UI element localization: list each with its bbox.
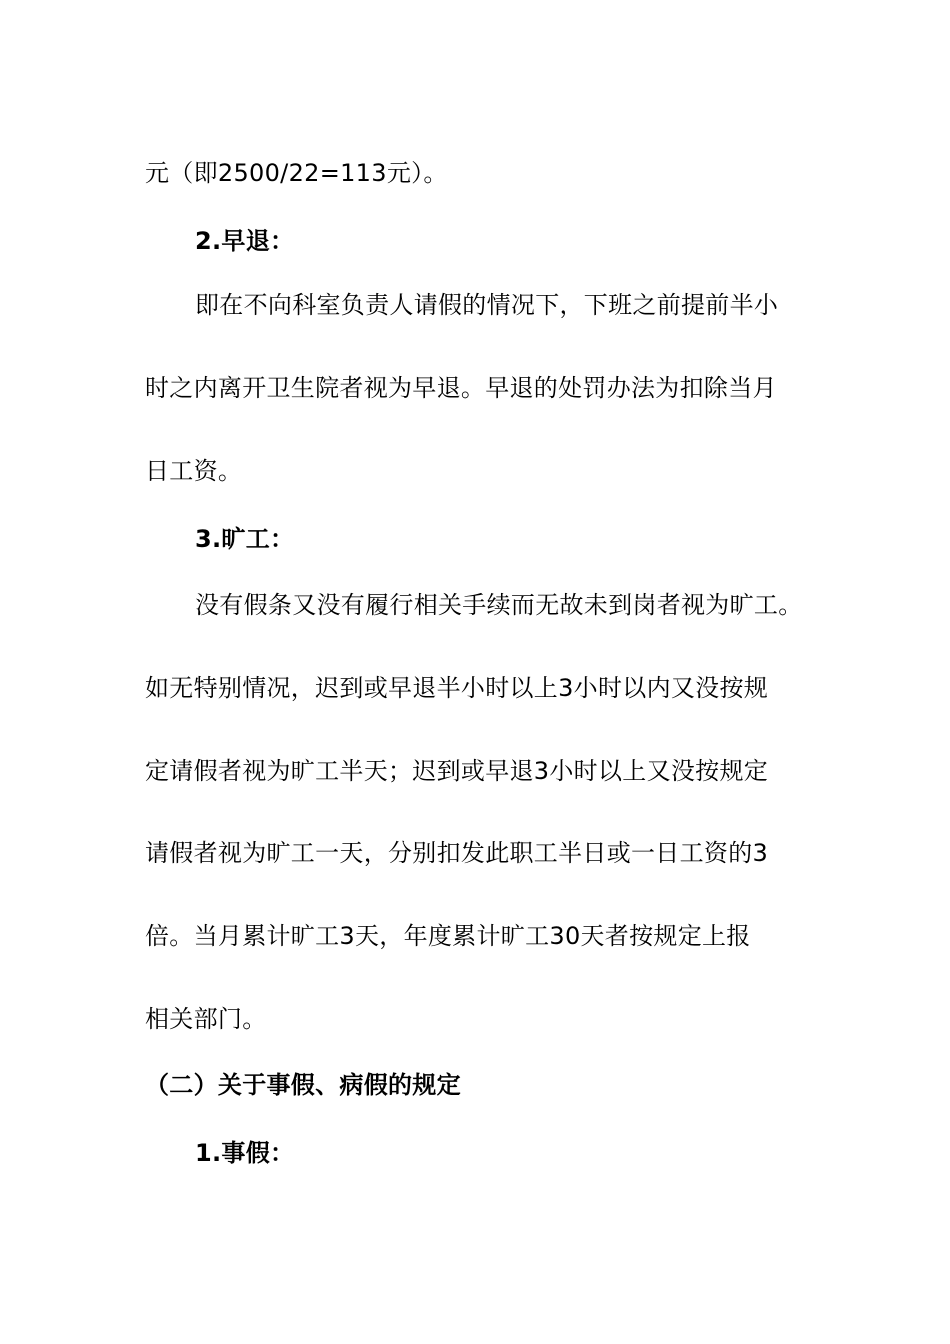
paragraph-line: 相关部门。	[145, 1005, 267, 1033]
paragraph-line: 如无特别情况，迟到或早退半小时以上3小时以内又没按规	[145, 674, 769, 702]
paragraph-line: 时之内离开卫生院者视为早退。早退的处罚办法为扣除当月	[145, 374, 777, 402]
section-heading-early-leave: 2.早退：	[195, 227, 295, 255]
section-heading-personal-leave: 1.事假：	[195, 1139, 295, 1167]
paragraph-line: 倍。当月累计旷工3天，年度累计旷工30天者按规定上报	[145, 922, 751, 950]
section-heading-absenteeism: 3.旷工：	[195, 525, 295, 553]
paragraph-line: 请假者视为旷工一天，分别扣发此职工半日或一日工资的3	[145, 839, 769, 867]
paragraph-line: 日工资。	[145, 457, 243, 485]
paragraph-line: 元（即2500/22=113元）。	[145, 159, 448, 187]
paragraph-line: 即在不向科室负责人请假的情况下，下班之前提前半小	[195, 291, 779, 319]
paragraph-line: 定请假者视为旷工半天；迟到或早退3小时以上又没按规定	[145, 757, 769, 785]
section-heading-leave-rules: （二）关于事假、病假的规定	[145, 1071, 461, 1099]
paragraph-line: 没有假条又没有履行相关手续而无故未到岗者视为旷工。	[195, 591, 803, 619]
